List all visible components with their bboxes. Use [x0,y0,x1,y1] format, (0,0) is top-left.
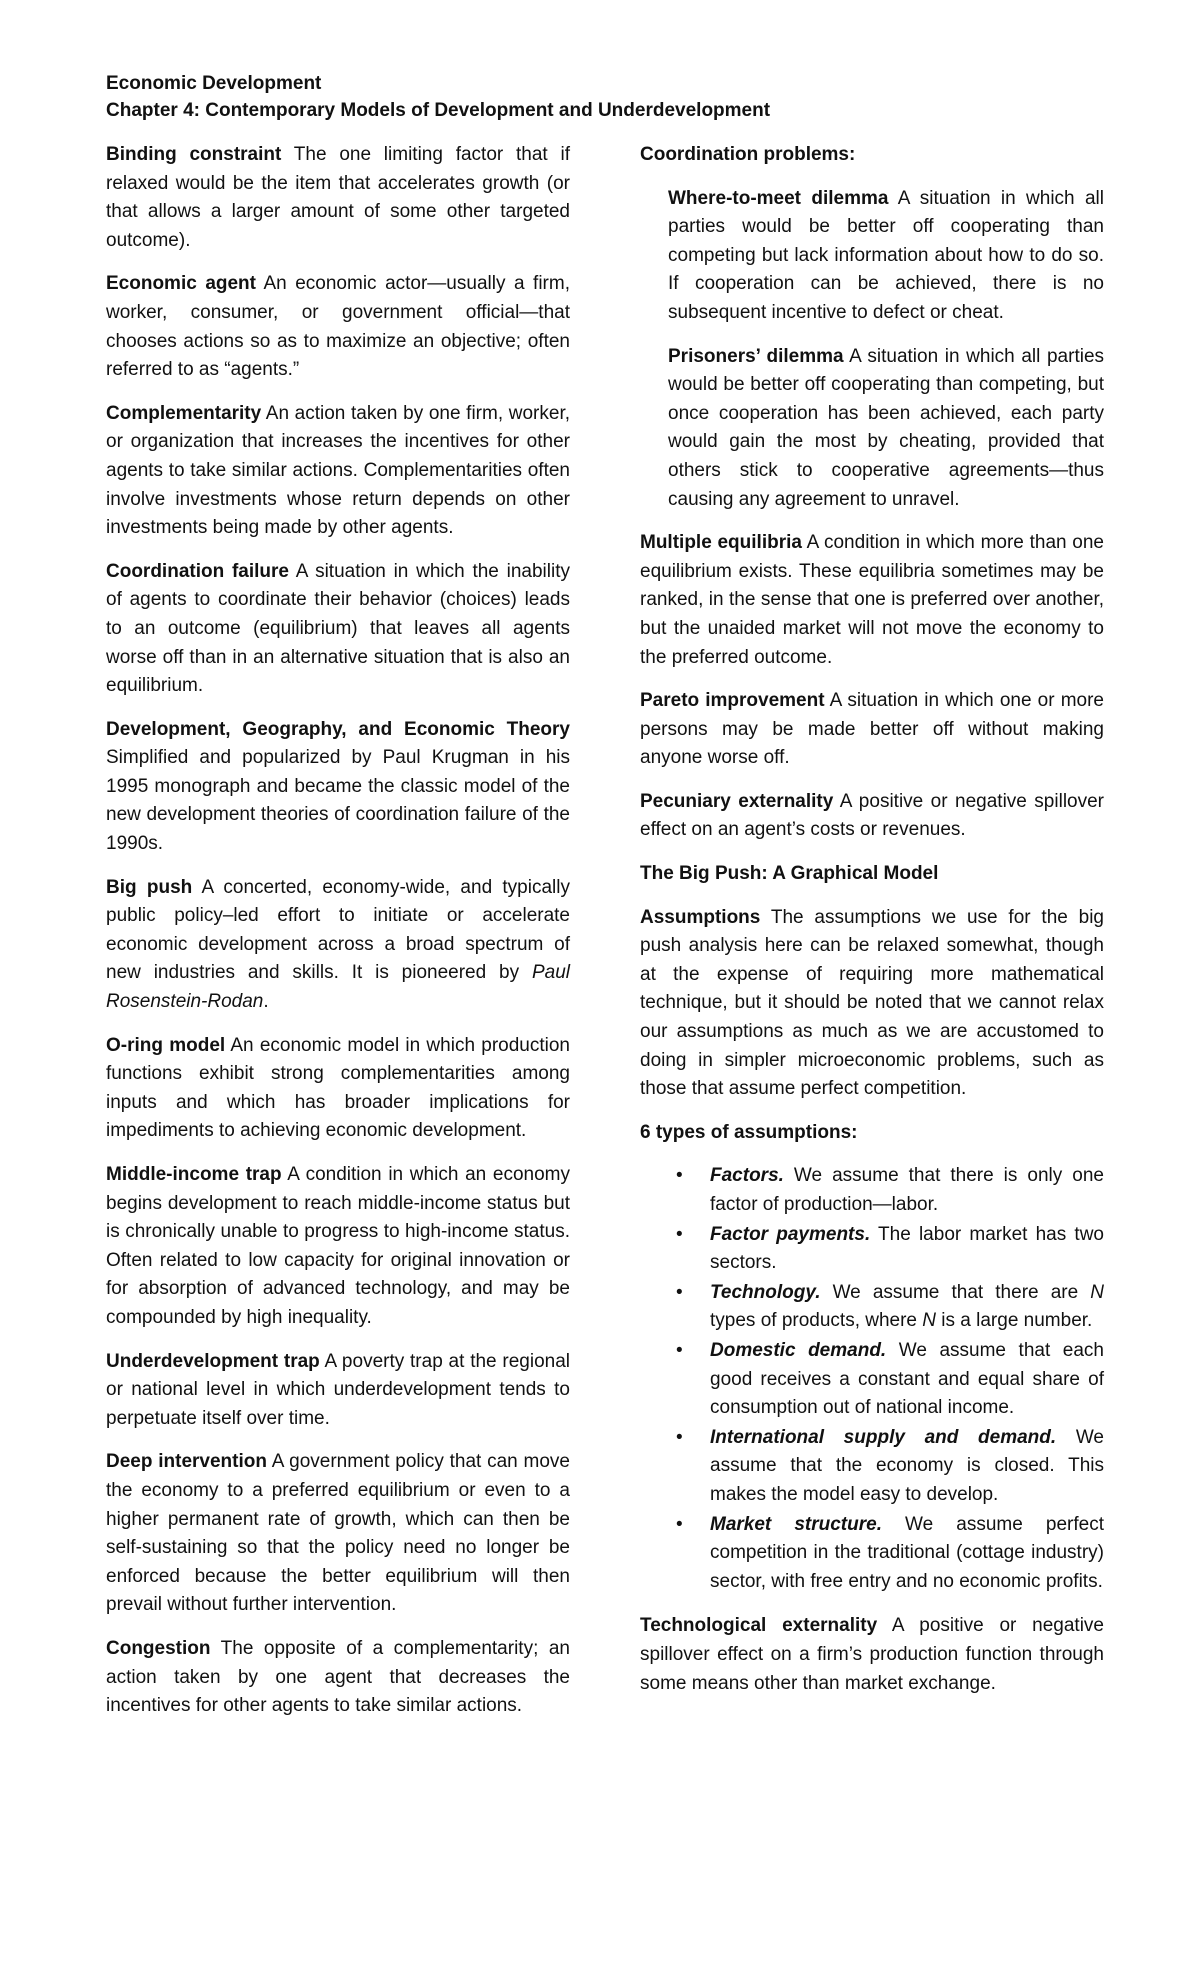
definition-technological-externality [640,1612,1104,1698]
definition: is a large number. [936,1310,1093,1332]
definition-coordination-failure [106,558,570,701]
assumption-list [640,1162,1104,1596]
definition: The one limiting factor that if relaxed would be the item that accelerates growth (or that allows a larger amount of some other targeted outcome). [106,144,571,251]
definition-o-ring-model [106,1032,570,1146]
coordination-problems-heading: Coordination problems: [640,144,856,165]
list-item [640,1424,1104,1510]
list-item [640,1511,1104,1597]
definition-multiple-equilibria [640,529,1104,672]
list-item [640,1162,1104,1219]
definition: We assume that each good receives a constant and equal share of consumption out of national income. [710,1339,1104,1419]
term: Middle-income trap [106,1164,282,1185]
definition: The labor market has two sectors. [710,1223,1104,1274]
assumption-types-heading: 6 types of assumptions: [640,1121,858,1143]
definition-binding-constraint [106,141,570,255]
term: Where-to-meet dilemma [668,187,889,209]
big-push-heading: The Big Push: A Graphical Model [640,863,939,885]
term: Binding constraint [106,144,282,165]
definition-development-geography [106,716,570,859]
term: Congestion [106,1637,211,1659]
definition-middle-income-trap [106,1161,570,1333]
definition: We assume that there are [820,1281,1091,1303]
definition: The assumptions we use for the big push analysis here can be relaxed somewhat, though at the expense of requiring more mathematical technique, but it should be noted that we cannot relax our assumptions as much as we are accustomed to doing in simpler microeconomic problems, such as those that assume perfect competition. [640,906,1104,1100]
definition: types of products, where [710,1310,923,1332]
definition: A situation in which the inability of agents to coordinate their behavior (choices) leads to an outcome (equilibrium) that leaves all agents worse off than in an alternative situation that is also an equilibrium. [106,560,570,697]
definition: A positive or negative spillover effect on an agent’s costs or revenues. [640,790,1104,841]
chapter-title: Chapter 4: Contemporary Models of Development and Underdevelopment [106,100,771,121]
term: Factor payments. [710,1223,871,1245]
definition-underdevelopment-trap [106,1348,570,1434]
definition: A condition in which more than one equilibrium exists. These equilibria sometimes may be ranked, in the sense that one is preferred over another, but the unaided market will not move the economy to the preferred outcome. [640,532,1105,668]
definition: A situation in which all parties would be better off cooperating than competing, but once cooperation has been achieved, each party would gain the most by cheating, provided that others stick to cooperative agreements—thus causing any agreement to unravel. [668,345,1105,510]
definition: We assume that the economy is closed. This makes the model easy to develop. [710,1426,1105,1505]
term: Factors. [710,1165,784,1187]
definition: An economic actor—usually a firm, worker, consumer, or government official—that chooses actions so as to maximize an objective; often referred to as “agents.” [106,273,570,381]
left-column [106,141,570,1736]
term: Market structure. [710,1513,882,1535]
definition-where-to-meet [668,185,1104,328]
definition: We assume perfect competition in the traditional (cottage industry) sector, with free entry and no economic profits. [710,1513,1104,1592]
definition-assumptions [640,904,1104,1104]
definition: A condition in which an economy begins development to reach middle-income status but is chronically unable to progress to high-income status. Often related to low capacity for original innovation or for absorption of advanced technology, and may be compounded by high inequality. [106,1164,570,1328]
list-item [640,1337,1104,1423]
term: Assumptions [640,906,761,928]
term: Pecuniary externality [640,790,834,812]
definition: We assume that there is only one factor of production—labor. [710,1165,1104,1215]
definition: An action taken by one firm, worker, or organization that increases the incentives for other agents to take similar actions. Complementarities often involve investments whose return depends on other investments being made by other agents. [106,402,570,539]
term: Complementarity [106,402,262,424]
term: Coordination failure [106,560,289,582]
definition-deep-intervention [106,1448,570,1620]
term: Domestic demand. [710,1339,887,1361]
term: O-ring model [106,1034,226,1056]
variable-n: N [922,1310,937,1332]
term: Pareto improvement [640,690,825,712]
variable-n: N [1090,1281,1104,1303]
definition: A concerted, economy-wide, and typically public policy–led effort to initiate or accelerate economic development across a broad spectrum of new industries and skills. It is pioneered by [106,876,570,984]
term: Big push [106,876,193,898]
definition-tail: . [263,991,269,1013]
definition-complementarity [106,400,570,543]
term: Technological externality [640,1615,878,1637]
term: Multiple equilibria [640,532,802,554]
definition-big-push [106,874,570,1017]
definition: A positive or negative spillover effect on a firm’s production function through some means other than market exchange. [640,1615,1104,1694]
term: International supply and demand. [710,1426,1057,1448]
document-title: Economic Development [106,73,322,94]
term: Deep intervention [106,1451,267,1473]
definition: A situation in which all parties would be better off cooperating than competing but lack information about how to do so. If cooperation can be achieved, there is no subsequent incentive to defect or cheat. [668,187,1104,323]
list-item [640,1221,1104,1278]
term: Underdevelopment trap [106,1350,320,1372]
pioneer-name: Paul Rosenstein-Rodan [106,962,570,1013]
definition: A government policy that can move the economy to a preferred equilibrium or even to a higher permanent rate of growth, which can then be self-sustaining so that the policy need no longer be enforced because the better equilibrium will then prevail without further intervention. [106,1451,570,1616]
term: Development, Geography, and Economic Theory [106,718,570,740]
definition-pareto-improvement [640,687,1104,773]
term: Technology. [710,1281,821,1303]
definition: The opposite of a complementarity; an action taken by one agent that decreases the incentives for other agents to take similar actions. [106,1637,570,1717]
definition: An economic model in which production functions exhibit strong complementarities among inputs and which has broader implications for impediments to achieving economic development. [106,1034,570,1142]
term: Prisoners’ dilemma [668,345,844,367]
definition: A situation in which one or more persons may be made better off without making anyone worse off. [640,690,1104,769]
document-header [106,70,1106,124]
definition-economic-agent [106,270,570,384]
definition-congestion [106,1635,570,1721]
list-item [640,1279,1104,1336]
definition: A poverty trap at the regional or national level in which underdevelopment tends to perpetuate itself over time. [106,1350,570,1429]
term: Economic agent [106,273,256,295]
definition-pecuniary-externality [640,788,1104,845]
definition-prisoners-dilemma [668,343,1104,515]
definition: Simplified and popularized by Paul Krugman in his 1995 monograph and became the classic model of the new development theories of coordination failure of the 1990s. [106,747,570,855]
right-column [640,141,1104,1713]
